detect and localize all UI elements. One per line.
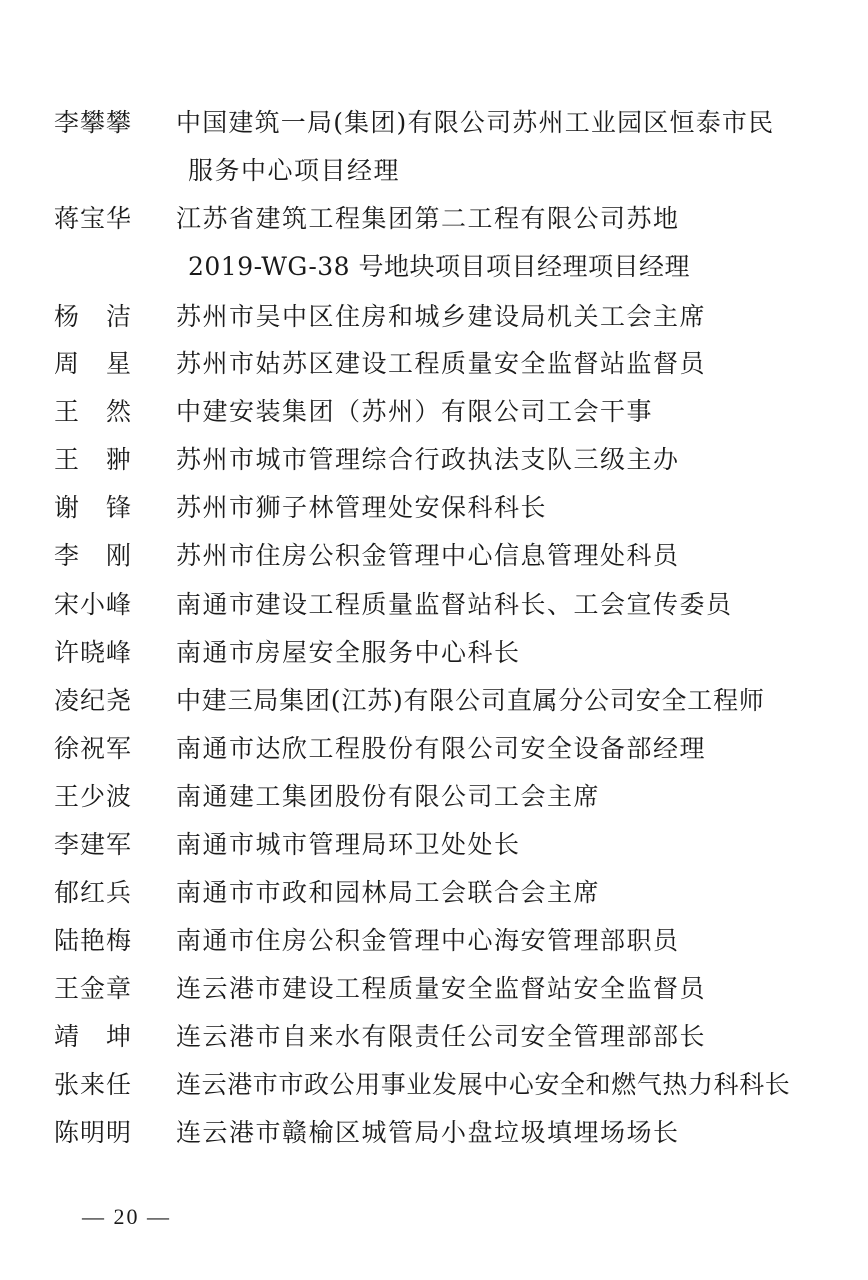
position-description: 江苏省建筑工程集团第二工程有限公司苏地 xyxy=(176,204,680,233)
person-name: 凌纪尧 xyxy=(54,686,133,715)
person-name: 周 星 xyxy=(54,349,133,378)
person-name: 王 翀 xyxy=(54,445,133,474)
position-description: 苏州市吴中区住房和城乡建设局机关工会主席 xyxy=(176,302,707,331)
position-description: 连云港市赣榆区城管局小盘垃圾填埋场场长 xyxy=(176,1118,680,1147)
person-name: 郁红兵 xyxy=(54,878,133,907)
person-name: 靖 坤 xyxy=(54,1022,133,1051)
person-name: 陆艳梅 xyxy=(54,926,133,955)
person-name: 杨 洁 xyxy=(54,302,133,331)
position-description: 南通市达欣工程股份有限公司安全设备部经理 xyxy=(176,734,707,763)
person-name: 李建军 xyxy=(54,830,133,859)
position-description-continued: 服务中心项目经理 xyxy=(188,156,401,185)
position-description: 苏州市狮子林管理处安保科科长 xyxy=(176,493,548,522)
position-description: 苏州市住房公积金管理中心信息管理处科员 xyxy=(176,541,680,570)
position-description: 南通建工集团股份有限公司工会主席 xyxy=(176,782,601,811)
position-description: 苏州市城市管理综合行政执法支队三级主办 xyxy=(176,445,680,474)
person-name: 李 刚 xyxy=(54,541,133,570)
position-description: 南通市住房公积金管理中心海安管理部职员 xyxy=(176,926,680,955)
person-name: 张来任 xyxy=(54,1070,133,1099)
page-number: — 20 — xyxy=(82,1204,171,1229)
person-name: 王少波 xyxy=(54,782,133,811)
position-description: 连云港市建设工程质量安全监督站安全监督员 xyxy=(176,974,707,1003)
position-description: 中国建筑一局(集团)有限公司苏州工业园区恒泰市民 xyxy=(176,108,775,137)
person-name: 谢 锋 xyxy=(54,493,133,522)
person-name: 王金章 xyxy=(54,974,133,1003)
person-name: 许晓峰 xyxy=(54,638,133,667)
position-description: 南通市城市管理局环卫处处长 xyxy=(176,830,521,859)
person-name: 王 然 xyxy=(54,397,133,426)
position-description: 中建安装集团（苏州）有限公司工会干事 xyxy=(176,397,654,426)
position-description-continued: 2019-WG-38 号地块项目项目经理项目经理 xyxy=(188,252,691,281)
position-description: 中建三局集团(江苏)有限公司直属分公司安全工程师 xyxy=(176,686,765,715)
position-description: 连云港市市政公用事业发展中心安全和燃气热力科科长 xyxy=(176,1070,791,1099)
person-name: 陈明明 xyxy=(54,1118,133,1147)
position-description: 南通市建设工程质量监督站科长、工会宣传委员 xyxy=(176,590,733,619)
person-name: 徐祝军 xyxy=(54,734,133,763)
person-name: 李攀攀 xyxy=(54,108,133,137)
position-description: 苏州市姑苏区建设工程质量安全监督站监督员 xyxy=(176,349,707,378)
position-description: 南通市房屋安全服务中心科长 xyxy=(176,638,521,667)
position-description: 南通市市政和园林局工会联合会主席 xyxy=(176,878,601,907)
person-name: 蒋宝华 xyxy=(54,204,133,233)
person-name: 宋小峰 xyxy=(54,590,133,619)
position-description: 连云港市自来水有限责任公司安全管理部部长 xyxy=(176,1022,707,1051)
